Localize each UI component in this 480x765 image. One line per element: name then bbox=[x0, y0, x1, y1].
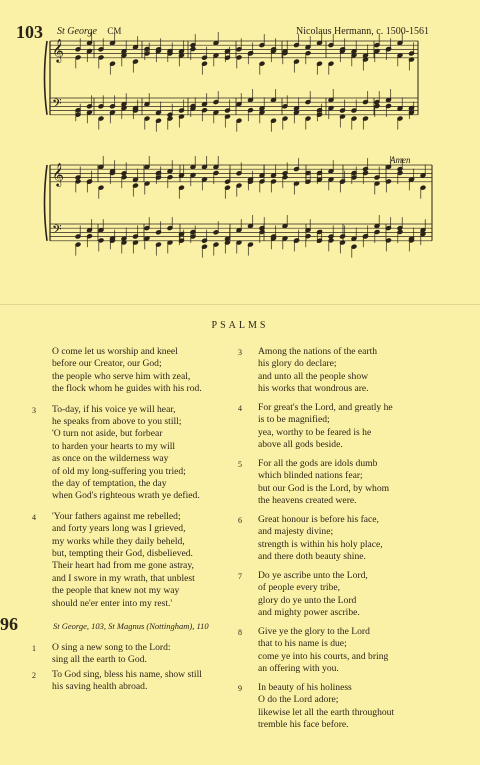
verse-line: O come let us worship and kneel bbox=[52, 346, 178, 357]
verse-number: 4 bbox=[32, 512, 36, 522]
stanza bbox=[32, 642, 171, 667]
music-score bbox=[0, 0, 480, 300]
verse-line: but our God is the Lord, by whom bbox=[258, 482, 390, 494]
verse-line: and majesty divine; bbox=[258, 526, 334, 538]
verse-line: and there doth beauty shine. bbox=[258, 551, 366, 563]
verse-line: should ne'er enter into my rest.' bbox=[52, 597, 173, 609]
meter-label: CM bbox=[107, 26, 122, 36]
verse-number: 6 bbox=[238, 516, 242, 525]
verse-number: 3 bbox=[32, 405, 36, 415]
amen-label: Amen bbox=[390, 155, 411, 165]
verse-line: an offering with you. bbox=[258, 663, 339, 675]
composer-credit: Nicolaus Hermann, c. 1500-1561 bbox=[296, 26, 430, 37]
verse-line: tremble his face before. bbox=[258, 719, 349, 731]
verse-line: O sing a new song to the Lord: bbox=[52, 642, 171, 653]
verse-line: glory do ye unto the Lord bbox=[258, 594, 357, 606]
stanza bbox=[238, 570, 368, 620]
verse-line: and forty years long was I grieved, bbox=[52, 523, 186, 535]
stanza bbox=[32, 403, 200, 503]
verse-line: yea, worthy to be feared is he bbox=[258, 426, 372, 438]
verse-line: of old my long-suffering you tried; bbox=[52, 465, 186, 477]
verse-line: when God's righteous wrath ye defied. bbox=[52, 490, 200, 502]
verse-line: the flock whom he guides with his rod. bbox=[52, 383, 202, 395]
verse-line: and unto all the people show bbox=[258, 370, 369, 382]
verse-line: of people every tribe, bbox=[258, 582, 341, 594]
system-brace bbox=[45, 165, 48, 241]
verse-number: 3 bbox=[238, 348, 242, 357]
verse-line: to harden your hearts to my will bbox=[52, 440, 176, 452]
verse-line: For great's the Lord, and greatly he bbox=[258, 402, 393, 413]
verse-line: To-day, if his voice ye will hear, bbox=[52, 403, 176, 415]
verse-line: Among the nations of the earth bbox=[258, 346, 378, 357]
stanza bbox=[52, 346, 202, 396]
verse-line: come ye into his courts, and bring bbox=[258, 650, 389, 662]
stanza bbox=[238, 682, 395, 732]
treble-clef-icon: 𝄞 bbox=[52, 162, 64, 186]
system-brace bbox=[45, 41, 48, 115]
bass-clef-icon: 𝄢 bbox=[52, 222, 62, 240]
verse-line: and I swore in my wrath, that unblest bbox=[52, 572, 195, 584]
tune-name: St George bbox=[57, 26, 97, 37]
verse-number: 7 bbox=[238, 572, 242, 581]
verse-line: Great honour is before his face, bbox=[258, 514, 379, 525]
stanza bbox=[238, 514, 383, 564]
verse-line: the people that knew not my way bbox=[52, 585, 180, 597]
section-title: PSALMS bbox=[211, 320, 269, 331]
verse-line: Do ye ascribe unto the Lord, bbox=[258, 570, 368, 581]
verse-line: For all the gods are idols dumb bbox=[258, 458, 378, 469]
verse-line: the heavens created were. bbox=[258, 495, 357, 507]
verse-line: Their heart had from me gone astray, bbox=[52, 560, 194, 572]
verse-line: To God sing, bless his name, show still bbox=[52, 668, 202, 680]
stanza bbox=[238, 626, 389, 676]
psalm-tune-reference: St George, 103, St Magnus (Nottingham), 110 bbox=[53, 621, 209, 631]
verse-line: before our Creator, our God; bbox=[52, 358, 162, 370]
verse-line: and mighty power ascribe. bbox=[258, 607, 360, 619]
verse-line: his glory do declare; bbox=[258, 358, 337, 370]
verse-number: 2 bbox=[32, 670, 36, 680]
page-fold bbox=[0, 304, 480, 305]
verse-line: the day of temptation, the day bbox=[52, 478, 167, 490]
verse-line: which blinded nations fear; bbox=[258, 470, 363, 482]
verse-number: 4 bbox=[238, 404, 242, 413]
bass-clef-icon: 𝄢 bbox=[52, 96, 62, 114]
verse-line: he speaks from above to you still; bbox=[52, 416, 182, 427]
verse-line: 'Your fathers against me rebelled; bbox=[52, 510, 181, 522]
verse-line: 'O turn not aside, but forbear bbox=[52, 428, 163, 440]
verse-line: strength is within his holy place, bbox=[258, 538, 383, 550]
stanza bbox=[238, 458, 390, 508]
verse-line: likewise let all the earth throughout bbox=[258, 706, 395, 718]
verse-line: Give ye the glory to the Lord bbox=[258, 626, 370, 637]
stanza bbox=[238, 402, 393, 452]
stanza bbox=[32, 668, 202, 694]
verse-line: is to be magnified; bbox=[258, 414, 330, 426]
verse-line: the people who serve him with zeal, bbox=[52, 370, 191, 382]
verse-number: 1 bbox=[32, 644, 36, 653]
verse-line: O do the Lord adore; bbox=[258, 694, 339, 706]
hymn-number: 103 bbox=[16, 22, 43, 42]
verse-number: 8 bbox=[238, 628, 242, 637]
stanza bbox=[32, 510, 195, 610]
verse-line: sing all the earth to God. bbox=[52, 654, 147, 666]
verse-line: as once on the wilderness way bbox=[52, 453, 169, 465]
verse-line: but, tempting their God, disbelieved. bbox=[52, 548, 193, 560]
stanza bbox=[238, 346, 378, 396]
treble-clef-icon: 𝄞 bbox=[52, 38, 64, 62]
verse-line: In beauty of his holiness bbox=[258, 682, 352, 693]
verse-line: his works that wondrous are. bbox=[258, 383, 369, 395]
verse-line: my works while they daily beheld, bbox=[52, 535, 185, 547]
verse-number: 9 bbox=[238, 684, 242, 693]
verse-number: 5 bbox=[238, 460, 242, 469]
psalm-number: 96 bbox=[0, 614, 18, 634]
verse-line: his saving health abroad. bbox=[52, 681, 148, 693]
verse-line: that to his name is due; bbox=[258, 638, 347, 650]
verse-line: above all gods beside. bbox=[258, 439, 343, 451]
